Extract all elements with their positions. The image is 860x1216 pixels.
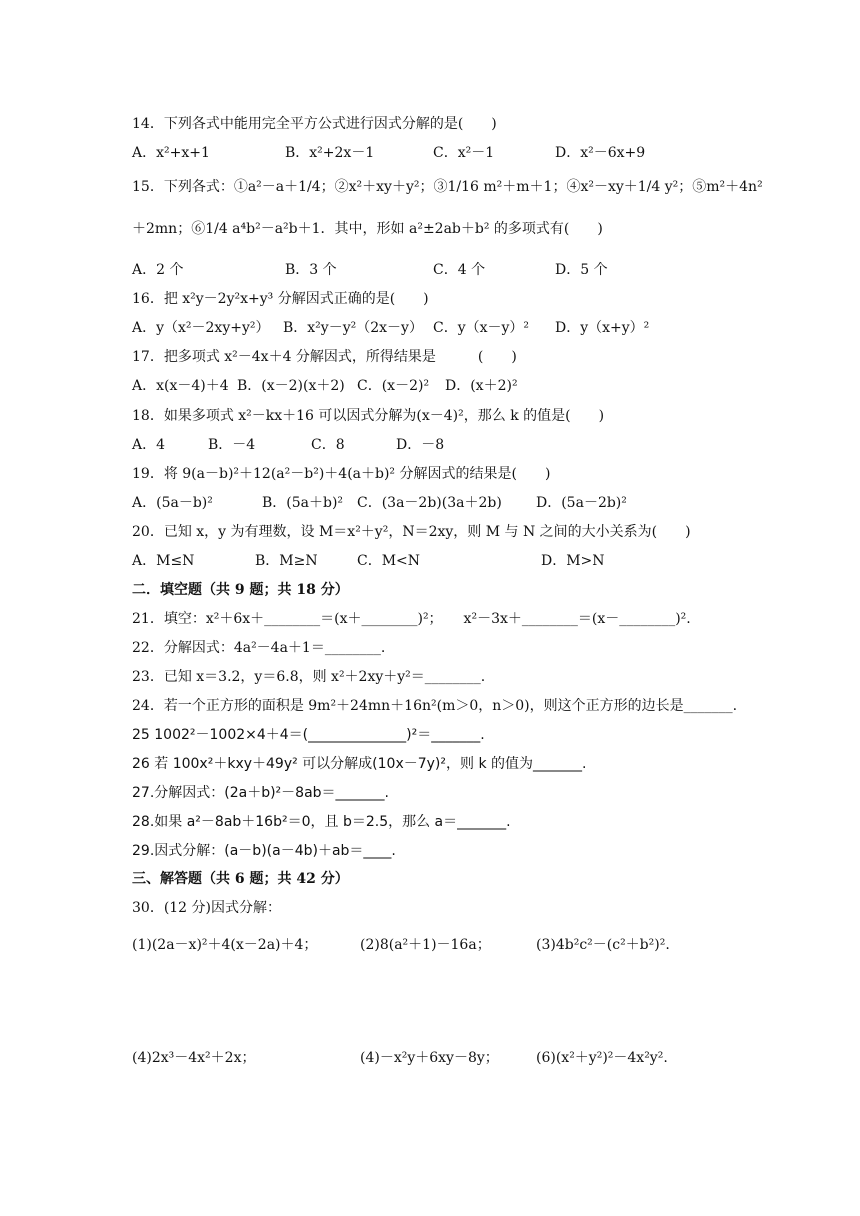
question-19-stem: 19．将 9(a－b)²＋12(a²－b²)＋4(a＋b)² 分解因式的结果是( ) <box>132 466 551 482</box>
question-22: 22．分解因式：4a²－4a＋1＝________. <box>132 640 386 656</box>
q19-option-c: C．(3a－2b)(3a＋2b) <box>357 495 502 511</box>
q30-part-6: (6)(x²＋y²)²－4x²y². <box>536 1050 668 1066</box>
q30-part-3: (3)4b²c²－(c²＋b²)². <box>536 937 670 953</box>
q15-option-b: B．3 个 <box>285 262 337 278</box>
question-21: 21．填空：x²＋6x＋________＝(x＋________)²； x²－3x＋________＝(x－________)². <box>132 611 691 627</box>
question-18-stem: 18．如果多项式 x²－kx＋16 可以因式分解为(x－4)²，那么 k 的值是( ) <box>132 408 605 424</box>
q17-option-c: C．(x－2)² <box>357 378 430 394</box>
q30-part-2: (2)8(a²＋1)－16a； <box>360 937 491 953</box>
q20-option-d: D．M>N <box>541 553 605 569</box>
q16-option-b: B．x²y－y²（2x－y） <box>283 320 423 336</box>
question-16-stem: 16．把 x²y－2y²x+y³ 分解因式正确的是( ) <box>132 291 429 307</box>
section-3-heading: 三、解答题（共 6 题；共 42 分） <box>132 871 349 887</box>
q14-option-a: A．x²+x+1 <box>132 145 210 161</box>
q19-option-b: B．(5a＋b)² <box>262 495 344 511</box>
question-29: 29.因式分解：(a－b)(a－4b)＋ab＝____. <box>132 843 396 859</box>
q20-option-a: A．M≤N <box>132 553 195 569</box>
question-17-stem: 17．把多项式 x²－4x＋4 分解因式，所得结果是 ( ) <box>132 349 517 365</box>
question-14-stem: 14．下列各式中能用完全平方公式进行因式分解的是( ) <box>132 116 497 132</box>
question-15-line-1: 15．下列各式：①a²－a＋1/4；②x²＋xy＋y²；③1/16 m²＋m＋1；④x²－xy＋1/4 y²；⑤m²＋4n² <box>132 179 763 195</box>
q19-option-a: A．(5a－b)² <box>132 495 213 511</box>
question-28: 28.如果 a²－8ab＋16b²＝0，且 b＝2.5，那么 a＝_______. <box>132 814 511 830</box>
q19-option-d: D．(5a－2b)² <box>536 495 627 511</box>
q14-option-d: D．x²－6x+9 <box>555 145 646 161</box>
question-23: 23．已知 x＝3.2，y＝6.8，则 x²＋2xy＋y²＝________. <box>132 669 486 685</box>
q17-option-b: B．(x－2)(x＋2) <box>237 378 345 394</box>
q18-option-d: D．－8 <box>396 437 445 453</box>
q30-part-1: (1)(2a－x)²＋4(x－2a)＋4； <box>132 937 318 953</box>
q30-part-4: (4)2x³－4x²＋2x； <box>132 1050 256 1066</box>
q18-option-b: B．－4 <box>208 437 256 453</box>
q15-option-d: D．5 个 <box>555 262 608 278</box>
q16-option-a: A．y（x²－2xy+y²） <box>132 320 270 336</box>
q15-option-c: C．4 个 <box>433 262 486 278</box>
q16-option-d: D．y（x+y）² <box>555 320 650 336</box>
question-30-stem: 30．(12 分)因式分解： <box>132 900 282 916</box>
q17-option-a: A．x(x－4)＋4 <box>132 378 229 394</box>
question-27: 27.分解因式：(2a＋b)²－8ab＝_______. <box>132 785 389 801</box>
q18-option-c: C．8 <box>311 437 345 453</box>
question-25: 25 1002²－1002×4＋4＝(______________)²＝_______. <box>132 727 485 743</box>
question-20-stem: 20．已知 x，y 为有理数，设 M＝x²＋y²，N＝2xy，则 M 与 N 之间的大小关系为( ) <box>132 524 691 540</box>
q14-option-b: B．x²+2x－1 <box>285 145 375 161</box>
q20-option-b: B．M≥N <box>255 553 318 569</box>
q17-option-d: D．(x＋2)² <box>445 378 518 394</box>
question-24: 24．若一个正方形的面积是 9m²＋24mn＋16n²(m＞0，n＞0)，则这个正方形的边长是_______. <box>132 698 738 714</box>
question-15-line-2: ＋2mn；⑥1/4 a⁴b²－a²b＋1．其中，形如 a²±2ab＋b² 的多项式有( ) <box>132 221 603 237</box>
q18-option-a: A．4 <box>132 437 166 453</box>
q20-option-c: C．M<N <box>357 553 421 569</box>
q30-part-5: (4)－x²y＋6xy－8y； <box>360 1050 499 1066</box>
section-2-heading: 二．填空题（共 9 题；共 18 分） <box>132 582 349 598</box>
q14-option-c: C．x²－1 <box>433 145 495 161</box>
q15-option-a: A．2 个 <box>132 262 184 278</box>
question-26: 26 若 100x²＋kxy＋49y² 可以分解成(10x－7y)²，则 k 的值为_______. <box>132 756 587 772</box>
q16-option-c: C．y（x－y）² <box>433 320 530 336</box>
